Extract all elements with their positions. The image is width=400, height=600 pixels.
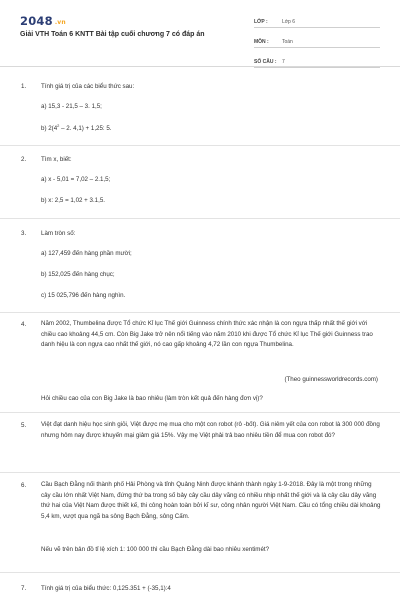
meta-value: Toán	[282, 39, 293, 45]
meta-label: MÔN :	[254, 39, 269, 45]
question-text: Cầu Bạch Đằng nối thành phố Hải Phòng và tỉnh Quảng Ninh được khánh thành ngày 1-9-2018. Đây là một trong những cây cầu lớn nhất Việt Nam, đứng thứ ba trong số bảy cây cầu dây văng có nhiều nhịp nhất thế giới và là cây cầu dây văng thứ hai của Việt Nam được thiết kế, thi công hoàn toàn bởi kĩ sư, công nhân người Việt Nam. Cầu có tổng chiều dài khoảng 5,4 km, vượt qua ngã ba sông Bạch Đằng, sông Cấm.	[41, 481, 381, 520]
question-text: Tính giá trị của các biểu thức sau:	[41, 83, 135, 90]
question-separator	[0, 472, 400, 473]
question-text: Việt đạt danh hiệu học sinh giỏi, Việt được mẹ mua cho một con robot (rô -bốt). Giá niêm yết của con robot là 300 000 đồng nhưng hôm nay được khuyến mại giảm giá 15%. Vậy mẹ Việt phải trả bao nhiêu tiền để mua con robot đó?	[41, 421, 380, 439]
question-separator	[0, 412, 400, 413]
question-part-c: c) 15 025,796 đến hàng nghìn.	[41, 292, 126, 299]
question-ask: Hỏi chiều cao của con Big Jake là bao nhiêu (làm tròn kết quả đến hàng đơn vị)?	[41, 395, 263, 402]
question-number: 1.	[21, 83, 27, 90]
question-number: 5.	[21, 422, 27, 429]
question-number: 3.	[21, 230, 27, 237]
question-separator	[0, 312, 400, 313]
question-text: Tìm x, biết:	[41, 156, 72, 163]
question-text: Năm 2002, Thumbelina được Tổ chức Kỉ lục Thế giới Guinness chính thức xác nhận là con ngựa thấp nhất thế giới với chiều cao khoảng 44,5 cm. Còn Big Jake trở nên nổi tiếng vào năm 2010 khi được Tổ chức Kỉ lục Thế giới Guinness trao danh hiệu là con ngựa cao nhất thế giới, nó cao gấp khoảng 4,72 lần con ngựa Thumbelina.	[41, 320, 373, 348]
question-ask: Nếu vẽ trên bản đồ tỉ lệ xích 1: 100 000 thì cầu Bạch Đằng dài bao nhiêu xentimét?	[41, 546, 270, 553]
question-number: 7.	[21, 585, 27, 592]
meta-value: 7	[282, 59, 285, 65]
question-part-a: a) 127,459 đến hàng phần mười;	[41, 250, 132, 257]
question-number: 4.	[21, 321, 27, 328]
site-logo[interactable]: 2048 .vn	[20, 14, 66, 28]
meta-label: SỐ CÂU :	[254, 59, 277, 65]
question-part-b: b) 152,025 đến hàng chục;	[41, 271, 115, 278]
question-separator	[0, 572, 400, 573]
document-title: Giải VTH Toán 6 KNTT Bài tập cuối chương 7 có đáp án	[20, 31, 205, 38]
meta-panel	[254, 14, 380, 74]
question-number: 2.	[21, 156, 27, 163]
meta-label: LỚP :	[254, 19, 268, 25]
question-text: Làm tròn số:	[41, 230, 76, 237]
meta-row-subject	[254, 34, 380, 48]
meta-row-class	[254, 14, 380, 28]
meta-value: Lớp 6	[282, 19, 296, 25]
question-part-b: b) $2(4^2 - 2$. 4,1) + 1,25: 5.	[41, 123, 112, 133]
question-text: Tính giá trị của biểu thức: 0,125.351 + (-35,1):4	[41, 585, 171, 592]
page-header	[0, 0, 400, 65]
question-number: 6.	[21, 482, 27, 489]
question-part-b: b) x: 2,5 = 1,02 + 3.1,5.	[41, 197, 105, 204]
question-part-a: a) 15,3 - 21,5 – 3. 1,5;	[41, 103, 102, 110]
source-citation: (Theo guinnessworldrecords.com)	[284, 376, 378, 383]
question-part-a: a) x - 5,01 = 7,02 – 2.1,5;	[41, 176, 111, 183]
question-separator	[0, 218, 400, 219]
header-divider	[0, 66, 400, 67]
question-separator	[0, 145, 400, 146]
